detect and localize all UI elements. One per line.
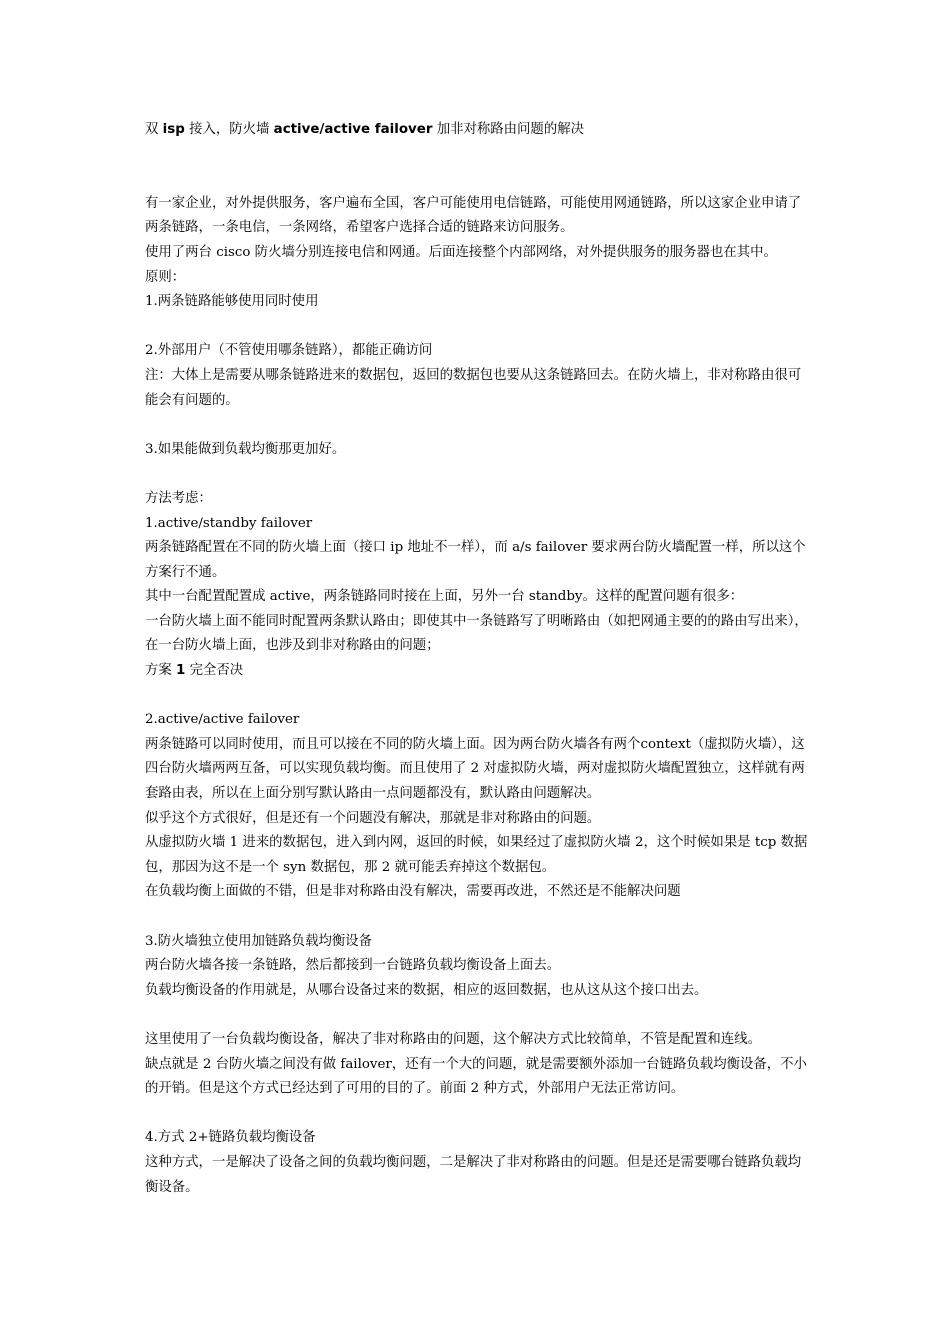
method-3-text: 缺点就是 2 台防火墙之间没有做 failover，还有一个大的问题，就是需要额外添加一台链路负载均衡设备，不小的开销。但是这个方式已经达到了可用的目的了。前面 2 种方式，外部用户无法正常访问。 [145, 1056, 807, 1097]
method-4-text: 这种方式，一是解决了设备之间的负载均衡问题，二是解决了非对称路由的问题。但是还是需要哪台链路负载均衡设备。 [145, 1154, 802, 1195]
title-failover: active/active failover [273, 122, 433, 137]
conclusion-number: 1 [176, 663, 186, 679]
method-3-text: 这里使用了一台负载均衡设备，解决了非对称路由的问题，这个解决方式比较简单，不管是配置和连线。 [145, 1031, 761, 1047]
method-2-title: 2.active/active failover [145, 712, 300, 728]
principle-3: 3.如果能做到负载均衡那更加好。 [145, 441, 346, 457]
method-2-text: 似乎这个方式很好，但是还有一个问题没有解决，那就是非对称路由的问题。 [145, 810, 601, 826]
method-4-title: 4.方式 2+链路负载均衡设备 [145, 1130, 316, 1146]
method-1-text: 两条链路配置在不同的防火墙上面（接口 ip 地址不一样），而 a/s failover 要求两台防火墙配置一样，所以这个方案行不通。 [145, 540, 806, 580]
method-1-conclusion [145, 659, 810, 684]
intro-paragraph: 使用了两台 cisco 防火墙分别连接电信和网通。后面连接整个内部网络，对外提供服务的服务器也在其中。 [145, 244, 777, 260]
intro-paragraph: 有一家企业，对外提供服务，客户遍布全国，客户可能使用电信链路，可能使用网通链路，所以这家企业申请了两条链路，一条电信，一条网络，希望客户选择合适的链路来访问服务。 [145, 195, 802, 236]
principle-2: 2.外部用户（不管使用哪条链路），都能正确访问 [145, 343, 433, 359]
method-1-title: 1.active/standby failover [145, 515, 313, 531]
principle-note: 注：大体上是需要从哪条链路进来的数据包，返回的数据包也要从这条链路回去。在防火墙上，非对称路由很可能会有问题的。 [145, 367, 802, 408]
principle-1: 1.两条链路能够使用同时使用 [145, 294, 319, 310]
method-1-text: 一台防火墙上面不能同时配置两条默认路由；即使其中一条链路写了明晰路由（如把网通主要的的路由写出来），在一台防火墙上面，也涉及到非对称路由的问题； [145, 613, 808, 654]
title-isp: isp [162, 122, 185, 137]
title-text: 双 [145, 122, 163, 137]
conclusion-text: 完全否决 [185, 663, 244, 679]
title-text: 接入，防火墙 [184, 122, 274, 137]
method-3-title: 3.防火墙独立使用加链路负载均衡设备 [145, 933, 373, 949]
method-3-text: 负载均衡设备的作用就是，从哪台设备过来的数据，相应的返回数据，也从这从这个接口出去。 [145, 982, 708, 998]
method-1-text: 其中一台配置配置成 active，两条链路同时接在上面，另外一台 standby。这样的配置问题有很多： [145, 589, 744, 605]
method-2-text: 在负载均衡上面做的不错，但是非对称路由没有解决，需要再改进，不然还是不能解决问题 [145, 884, 681, 900]
conclusion-text: 方案 [145, 663, 177, 679]
methods-heading: 方法考虑： [145, 490, 212, 506]
document-body [145, 118, 810, 1200]
principles-heading: 原则： [145, 269, 186, 285]
method-2-text: 两条链路可以同时使用，而且可以接在不同的防火墙上面。因为两台防火墙各有两个context（虚拟防火墙），这四台防火墙两两互备，可以实现负载均衡。而且使用了 2 对虚拟防火墙，两对虚拟防火墙配置独立，这样就有两套路由表，所以在上面分别写默认路由一点问题都没有，默认路由问题解决。 [145, 736, 805, 802]
document-title [145, 118, 810, 143]
title-text: 加非对称路由问题的解决 [432, 122, 584, 137]
method-2-text: 从虚拟防火墙 1 进来的数据包，进入到内网，返回的时候，如果经过了虚拟防火墙 2，这个时候如果是 tcp 数据包，那因为这不是一个 syn 数据包，那 2 就可能丢弃掉这个数据包。 [145, 835, 808, 875]
method-3-text: 两台防火墙各接一条链路，然后都接到一台链路负载均衡设备上面去。 [145, 958, 561, 974]
